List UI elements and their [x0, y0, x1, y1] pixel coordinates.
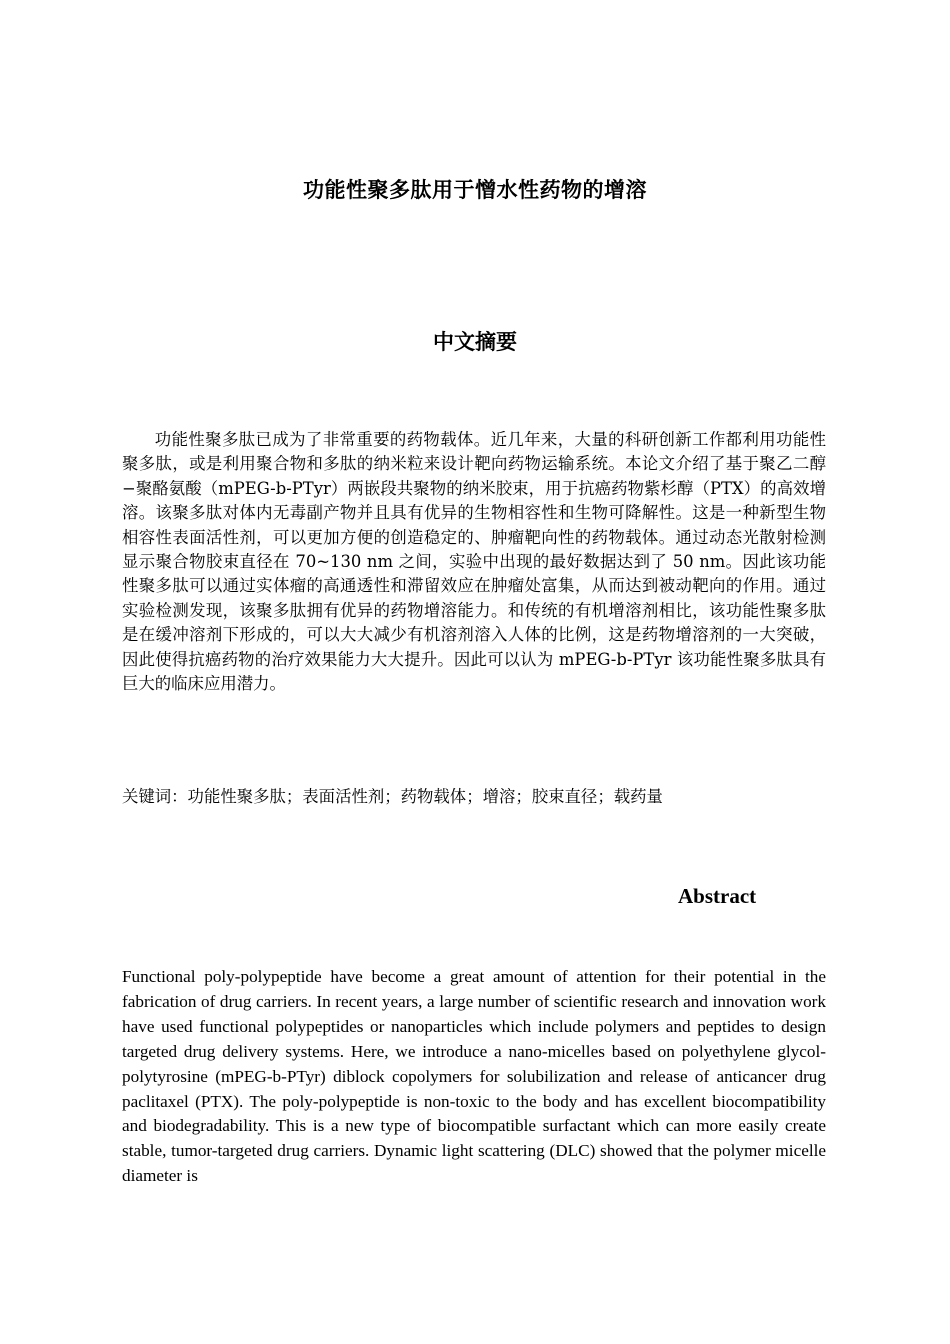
english-abstract-heading: Abstract — [678, 884, 757, 908]
paper-title: 功能性聚多肽用于憎水性药物的增溶 — [303, 178, 647, 202]
chinese-abstract-paragraph: 功能性聚多肽已成为了非常重要的药物载体。近几年来，大量的科研创新工作都利用功能性聚多肽，或是利用聚合物和多肽的纳米粒来设计靶向药物运输系统。本论文介绍了基于聚乙二醇−聚酪氨酸（mPEG-b-PTyr）两嵌段共聚物的纳米胶束，用于抗癌药物紫杉醇（PTX）的高效增溶。该聚多肽对体内无毒副产物并且具有优异的生物相容性和生物可降解性。这是一种新型生物相容性表面活性剂，可以更加方便的创造稳定的、肿瘤靶向性的药物载体。通过动态光散射检测显示聚合物胶束直径在 70~130 nm 之间，实验中出现的最好数据达到了 50 nm。因此该功能性聚多肽可以通过实体瘤的高通透性和滞留效应在肿瘤处富集，从而达到被动靶向的作用。通过实验检测发现，该聚多肽拥有优异的药物增溶能力。和传统的有机增溶剂相比，该功能性聚多肽是在缓冲溶剂下形成的，可以大大减少有机溶剂溶入人体的比例，这是药物增溶剂的一大突破，因此使得抗癌药物的治疗效果能力大大提升。因此可以认为 mPEG-b-PTyr 该功能性聚多肽具有巨大的临床应用潜力。 — [122, 430, 826, 694]
chinese-abstract-heading: 中文摘要 — [433, 330, 517, 354]
english-abstract-paragraph: Functional poly-polypeptide have become a great amount of attention for their potential in the fabrication of drug carriers. In recent years, a large number of scientific research and innovation work have used functional polypeptides or nanoparticles which include polymers and peptides to design targeted drug delivery systems. Here, we introduce a nano-micelles based on polyethylene glycol-polytyrosine (mPEG-b-PTyr) diblock copolymers for solubilization and release of anticancer drug paclitaxel (PTX). The poly-polypeptide is non-toxic to the body and has excellent biocompatibility and biodegradability. This is a new type of biocompatible surfactant which can more easily create stable, tumor-targeted drug carriers. Dynamic light scattering (DLC) showed that the polymer micelle diameter is — [122, 967, 826, 1186]
keywords-line: 关键词：功能性聚多肽；表面活性剂；药物载体；增溶；胶束直径；载药量 — [122, 787, 663, 806]
